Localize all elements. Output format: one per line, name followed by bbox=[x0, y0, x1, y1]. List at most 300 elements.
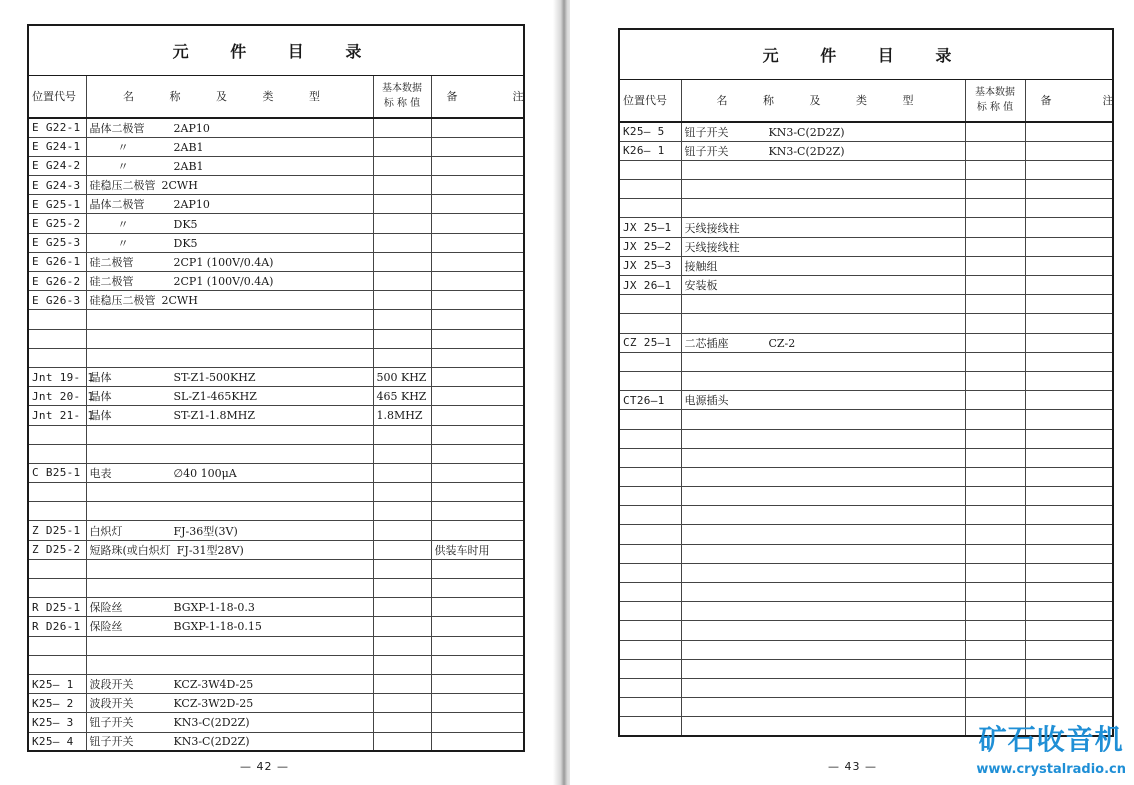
component-model: FJ-36型(3V) bbox=[173, 524, 238, 538]
note-cell bbox=[431, 233, 524, 252]
table-row bbox=[619, 506, 1113, 525]
basic-value-cell bbox=[965, 160, 1025, 179]
component-model: DK5 bbox=[173, 236, 198, 250]
table-row bbox=[28, 579, 524, 598]
basic-value-cell bbox=[373, 310, 431, 329]
name-type-cell bbox=[86, 636, 373, 655]
table-row bbox=[28, 310, 524, 329]
note-cell bbox=[1025, 621, 1113, 640]
position-code-cell bbox=[619, 602, 681, 621]
basic-value-cell bbox=[373, 598, 431, 617]
note-cell bbox=[431, 137, 524, 156]
note-cell bbox=[1025, 199, 1113, 218]
component-name: 波段开关 bbox=[89, 678, 134, 692]
basic-value-cell bbox=[373, 291, 431, 310]
component-name: 钮子开关 bbox=[684, 144, 729, 158]
note-cell bbox=[1025, 160, 1113, 179]
component-model: ∅40 100μA bbox=[173, 466, 237, 480]
table-row bbox=[28, 367, 524, 386]
basic-value-cell bbox=[965, 621, 1025, 640]
note-cell bbox=[431, 674, 524, 693]
position-code-cell bbox=[619, 525, 681, 544]
table-row bbox=[619, 544, 1113, 563]
table-row bbox=[28, 617, 524, 636]
name-type-cell bbox=[86, 579, 373, 598]
position-code-cell: K25— 2 bbox=[28, 694, 86, 713]
table-row bbox=[28, 233, 524, 252]
name-type-cell bbox=[86, 291, 373, 310]
table-row bbox=[619, 563, 1113, 582]
position-code-cell: K25— 5 bbox=[619, 122, 681, 141]
note-cell bbox=[1025, 333, 1113, 352]
basic-value-cell bbox=[965, 122, 1025, 141]
name-type-cell bbox=[681, 563, 965, 582]
position-code-cell: CT26—1 bbox=[619, 391, 681, 410]
position-code-cell bbox=[619, 678, 681, 697]
component-name: 天线接线柱 bbox=[684, 221, 740, 235]
position-code-cell: E G25-1 bbox=[28, 195, 86, 214]
basic-value-cell bbox=[373, 137, 431, 156]
note-cell bbox=[1025, 295, 1113, 314]
note-cell bbox=[1025, 410, 1113, 429]
name-type-cell bbox=[681, 659, 965, 678]
name-type-cell bbox=[86, 713, 373, 732]
basic-value-cell bbox=[373, 713, 431, 732]
basic-value-cell bbox=[373, 559, 431, 578]
position-code-cell bbox=[619, 544, 681, 563]
component-name: 〃 bbox=[117, 140, 129, 154]
name-type-cell bbox=[86, 655, 373, 674]
component-model: 2CWH bbox=[161, 294, 198, 308]
table-row bbox=[619, 640, 1113, 659]
table-row bbox=[619, 410, 1113, 429]
table-row bbox=[619, 698, 1113, 717]
table-title-row bbox=[619, 29, 1113, 79]
table-row bbox=[619, 160, 1113, 179]
table-row bbox=[28, 272, 524, 291]
basic-value-cell bbox=[373, 118, 431, 137]
header-name: 名 称 及 类 型 bbox=[86, 75, 373, 118]
note-cell bbox=[431, 406, 524, 425]
name-type-cell bbox=[681, 410, 965, 429]
component-model: ST-Z1-500KHZ bbox=[173, 371, 256, 385]
table-row bbox=[619, 180, 1113, 199]
note-cell bbox=[431, 579, 524, 598]
table-row bbox=[619, 256, 1113, 275]
position-code-cell: JX 26—1 bbox=[619, 276, 681, 295]
note-cell bbox=[1025, 429, 1113, 448]
component-name: 安装板 bbox=[684, 279, 718, 293]
component-name: 白炽灯 bbox=[89, 524, 123, 538]
position-code-cell: R D26-1 bbox=[28, 617, 86, 636]
note-cell bbox=[1025, 678, 1113, 697]
basic-value-cell bbox=[965, 314, 1025, 333]
name-type-cell bbox=[681, 256, 965, 275]
position-code-cell bbox=[28, 425, 86, 444]
name-type-cell bbox=[86, 137, 373, 156]
position-code-cell: Jnt 19- 1 bbox=[28, 367, 86, 386]
table-row bbox=[28, 732, 524, 751]
position-code-cell: R D25-1 bbox=[28, 598, 86, 617]
note-cell bbox=[431, 444, 524, 463]
position-code-cell bbox=[619, 487, 681, 506]
name-type-cell bbox=[86, 521, 373, 540]
note-cell bbox=[1025, 352, 1113, 371]
position-code-cell bbox=[28, 559, 86, 578]
table-row bbox=[28, 444, 524, 463]
note-cell bbox=[431, 502, 524, 521]
component-name: 〃 bbox=[117, 236, 129, 250]
position-code-cell bbox=[28, 579, 86, 598]
basic-value-cell bbox=[965, 256, 1025, 275]
component-name: 电表 bbox=[89, 466, 112, 480]
watermark-url: www.crystalradio.cn bbox=[976, 762, 1126, 777]
position-code-cell: K25— 3 bbox=[28, 713, 86, 732]
position-code-cell: JX 25—3 bbox=[619, 256, 681, 275]
position-code-cell bbox=[619, 717, 681, 736]
position-code-cell: CZ 25—1 bbox=[619, 333, 681, 352]
name-type-cell bbox=[681, 141, 965, 160]
note-cell bbox=[431, 348, 524, 367]
header-code: 位置代号 bbox=[28, 75, 86, 118]
basic-value-cell bbox=[373, 655, 431, 674]
table-row bbox=[619, 352, 1113, 371]
name-type-cell bbox=[86, 598, 373, 617]
position-code-cell bbox=[28, 502, 86, 521]
basic-value-cell bbox=[965, 698, 1025, 717]
component-model: SL-Z1-465KHZ bbox=[173, 390, 257, 404]
name-type-cell bbox=[681, 333, 965, 352]
name-type-cell bbox=[681, 371, 965, 390]
note-cell bbox=[431, 156, 524, 175]
right-page bbox=[570, 0, 1134, 785]
name-type-cell bbox=[86, 502, 373, 521]
note-cell bbox=[1025, 314, 1113, 333]
note-cell bbox=[1025, 698, 1113, 717]
left-page bbox=[0, 0, 558, 785]
component-name: 短路珠(或白炽灯 bbox=[89, 543, 171, 557]
header-note-b: 注 bbox=[1102, 94, 1114, 108]
table-row bbox=[28, 137, 524, 156]
table-body bbox=[619, 122, 1113, 736]
note-cell bbox=[431, 732, 524, 751]
note-cell bbox=[1025, 544, 1113, 563]
component-model: KCZ-3W2D-25 bbox=[173, 697, 254, 711]
basic-value-cell bbox=[373, 272, 431, 291]
note-cell bbox=[1025, 218, 1113, 237]
table-row bbox=[619, 391, 1113, 410]
table-header-row bbox=[619, 79, 1113, 122]
component-model: BGXP-1-18-0.3 bbox=[173, 601, 255, 615]
name-type-cell bbox=[681, 218, 965, 237]
position-code-cell bbox=[619, 371, 681, 390]
table-row bbox=[619, 525, 1113, 544]
note-cell bbox=[431, 559, 524, 578]
table-row bbox=[28, 674, 524, 693]
basic-value-cell bbox=[373, 329, 431, 348]
note-cell bbox=[431, 272, 524, 291]
component-name: 钮子开关 bbox=[89, 716, 134, 730]
name-type-cell bbox=[681, 678, 965, 697]
note-cell bbox=[1025, 659, 1113, 678]
name-type-cell bbox=[86, 444, 373, 463]
name-type-cell bbox=[681, 487, 965, 506]
basic-value-cell bbox=[965, 410, 1025, 429]
component-model: 2AP10 bbox=[173, 198, 210, 212]
note-cell bbox=[1025, 371, 1113, 390]
name-type-cell bbox=[681, 698, 965, 717]
basic-value-cell bbox=[965, 141, 1025, 160]
note-cell bbox=[431, 598, 524, 617]
position-code-cell bbox=[28, 483, 86, 502]
name-type-cell bbox=[681, 295, 965, 314]
basic-value-cell bbox=[965, 429, 1025, 448]
page-number: — 43 — bbox=[828, 760, 877, 773]
table-body bbox=[28, 118, 524, 751]
table-title-row bbox=[28, 25, 524, 75]
note-cell bbox=[1025, 237, 1113, 256]
position-code-cell bbox=[28, 348, 86, 367]
name-type-cell bbox=[681, 640, 965, 659]
name-type-cell bbox=[86, 348, 373, 367]
component-name: 接触组 bbox=[684, 259, 718, 273]
basic-value-cell bbox=[965, 487, 1025, 506]
component-model: 2AP10 bbox=[173, 121, 210, 135]
note-cell: 供装车时用 bbox=[431, 540, 524, 559]
table-row bbox=[619, 621, 1113, 640]
basic-value-cell bbox=[965, 602, 1025, 621]
basic-value-cell bbox=[965, 563, 1025, 582]
basic-value-cell bbox=[965, 371, 1025, 390]
name-type-cell bbox=[86, 310, 373, 329]
component-name: 钮子开关 bbox=[89, 735, 134, 749]
table-row bbox=[28, 156, 524, 175]
note-cell bbox=[431, 176, 524, 195]
component-model: ST-Z1-1.8MHZ bbox=[173, 409, 256, 423]
position-code-cell: E G25-2 bbox=[28, 214, 86, 233]
basic-value-cell bbox=[373, 502, 431, 521]
basic-value-cell bbox=[373, 694, 431, 713]
basic-value-cell bbox=[373, 195, 431, 214]
table-row bbox=[619, 122, 1113, 141]
table-row bbox=[28, 329, 524, 348]
position-code-cell: E G25-3 bbox=[28, 233, 86, 252]
component-name: 〃 bbox=[117, 159, 129, 173]
watermark-logo-text: 矿石收音机 bbox=[978, 723, 1124, 756]
component-model: CZ-2 bbox=[768, 336, 796, 350]
position-code-cell: E G26-1 bbox=[28, 252, 86, 271]
note-cell bbox=[1025, 391, 1113, 410]
component-name: 晶体 bbox=[89, 409, 112, 423]
name-type-cell bbox=[86, 732, 373, 751]
component-model: 2AB1 bbox=[173, 159, 204, 173]
name-type-cell bbox=[681, 583, 965, 602]
table-row bbox=[619, 295, 1113, 314]
note-cell bbox=[431, 425, 524, 444]
note-cell bbox=[1025, 276, 1113, 295]
basic-value-cell bbox=[965, 295, 1025, 314]
table-row bbox=[28, 694, 524, 713]
name-type-cell bbox=[681, 525, 965, 544]
position-code-cell: Z D25-2 bbox=[28, 540, 86, 559]
header-note-b: 注 bbox=[512, 90, 524, 104]
name-type-cell bbox=[681, 602, 965, 621]
basic-value-cell bbox=[373, 425, 431, 444]
table-row bbox=[619, 467, 1113, 486]
note-cell bbox=[431, 617, 524, 636]
note-cell bbox=[1025, 563, 1113, 582]
basic-value-cell bbox=[965, 544, 1025, 563]
note-cell bbox=[1025, 525, 1113, 544]
basic-value-cell: 465 KHZ bbox=[373, 387, 431, 406]
name-type-cell bbox=[681, 391, 965, 410]
table-row bbox=[619, 141, 1113, 160]
position-code-cell bbox=[619, 314, 681, 333]
basic-value-cell bbox=[373, 540, 431, 559]
table-row bbox=[28, 406, 524, 425]
basic-value-cell bbox=[965, 678, 1025, 697]
note-cell bbox=[1025, 448, 1113, 467]
header-note bbox=[431, 75, 524, 118]
note-cell bbox=[1025, 640, 1113, 659]
name-type-cell bbox=[681, 160, 965, 179]
note-cell bbox=[1025, 583, 1113, 602]
position-code-cell bbox=[619, 352, 681, 371]
basic-value-cell bbox=[373, 732, 431, 751]
name-type-cell bbox=[681, 506, 965, 525]
component-model: 2AB1 bbox=[173, 140, 204, 154]
basic-value-cell bbox=[965, 218, 1025, 237]
name-type-cell bbox=[86, 367, 373, 386]
component-model: KN3-C(2D2Z) bbox=[173, 735, 250, 749]
basic-value-cell bbox=[373, 674, 431, 693]
name-type-cell bbox=[681, 621, 965, 640]
table-row bbox=[28, 540, 524, 559]
name-type-cell bbox=[86, 617, 373, 636]
table-row bbox=[28, 559, 524, 578]
note-cell bbox=[431, 291, 524, 310]
position-code-cell bbox=[619, 506, 681, 525]
note-cell bbox=[431, 118, 524, 137]
name-type-cell bbox=[86, 540, 373, 559]
basic-value-cell bbox=[965, 180, 1025, 199]
note-cell bbox=[431, 367, 524, 386]
table-row bbox=[619, 583, 1113, 602]
name-type-cell bbox=[681, 122, 965, 141]
component-catalog-table bbox=[618, 28, 1114, 737]
name-type-cell bbox=[86, 329, 373, 348]
table-row bbox=[28, 252, 524, 271]
name-type-cell bbox=[86, 272, 373, 291]
component-model: 2CP1 (100V/0.4A) bbox=[173, 255, 274, 269]
note-cell bbox=[431, 521, 524, 540]
basic-value-cell bbox=[965, 506, 1025, 525]
table-row bbox=[28, 387, 524, 406]
basic-value-cell bbox=[373, 156, 431, 175]
basic-value-cell bbox=[373, 483, 431, 502]
note-cell bbox=[431, 387, 524, 406]
position-code-cell bbox=[619, 583, 681, 602]
position-code-cell bbox=[619, 410, 681, 429]
page-title: 元 件 目 录 bbox=[28, 25, 524, 75]
note-cell bbox=[1025, 467, 1113, 486]
table-row bbox=[28, 214, 524, 233]
name-type-cell bbox=[681, 448, 965, 467]
name-type-cell bbox=[86, 214, 373, 233]
name-type-cell bbox=[681, 276, 965, 295]
component-name: 硅二极管 bbox=[89, 275, 134, 289]
position-code-cell bbox=[28, 329, 86, 348]
basic-value-cell bbox=[373, 521, 431, 540]
note-cell bbox=[431, 694, 524, 713]
basic-value-cell bbox=[965, 391, 1025, 410]
basic-value-cell bbox=[373, 348, 431, 367]
basic-value-cell: 500 KHZ bbox=[373, 367, 431, 386]
header-name: 名 称 及 类 型 bbox=[681, 79, 965, 122]
site-watermark bbox=[976, 724, 1126, 777]
position-code-cell bbox=[619, 698, 681, 717]
component-model: KN3-C(2D2Z) bbox=[768, 125, 845, 139]
basic-value-cell bbox=[965, 276, 1025, 295]
basic-value-cell bbox=[373, 617, 431, 636]
basic-value-cell bbox=[965, 583, 1025, 602]
component-name: 晶体二极管 bbox=[89, 198, 145, 212]
header-note-a: 备 bbox=[446, 90, 458, 104]
table-header-row bbox=[28, 75, 524, 118]
table-row bbox=[28, 425, 524, 444]
position-code-cell bbox=[619, 180, 681, 199]
table-row bbox=[28, 176, 524, 195]
basic-value-cell bbox=[965, 333, 1025, 352]
position-code-cell bbox=[619, 199, 681, 218]
position-code-cell: E G22-1 bbox=[28, 118, 86, 137]
header-basic: 基本数据 标 称 值 bbox=[373, 75, 431, 118]
component-name: 〃 bbox=[117, 217, 129, 231]
component-name: 天线接线柱 bbox=[684, 240, 740, 254]
table-row bbox=[28, 118, 524, 137]
position-code-cell bbox=[28, 444, 86, 463]
name-type-cell bbox=[681, 467, 965, 486]
position-code-cell: Jnt 20- 1 bbox=[28, 387, 86, 406]
note-cell bbox=[431, 195, 524, 214]
header-code: 位置代号 bbox=[619, 79, 681, 122]
table-row bbox=[619, 448, 1113, 467]
table-row bbox=[28, 195, 524, 214]
name-type-cell bbox=[86, 694, 373, 713]
name-type-cell bbox=[86, 406, 373, 425]
basic-value-cell bbox=[373, 444, 431, 463]
name-type-cell bbox=[681, 429, 965, 448]
name-type-cell bbox=[681, 544, 965, 563]
note-cell bbox=[431, 329, 524, 348]
table-row bbox=[28, 463, 524, 482]
name-type-cell bbox=[86, 559, 373, 578]
name-type-cell bbox=[681, 180, 965, 199]
basic-value-cell bbox=[965, 467, 1025, 486]
component-model: 2CP1 (100V/0.4A) bbox=[173, 275, 274, 289]
basic-value-cell bbox=[965, 199, 1025, 218]
basic-value-cell bbox=[965, 525, 1025, 544]
name-type-cell bbox=[86, 483, 373, 502]
table-row bbox=[619, 487, 1113, 506]
name-type-cell bbox=[86, 118, 373, 137]
note-cell bbox=[431, 214, 524, 233]
component-model: KN3-C(2D2Z) bbox=[768, 144, 845, 158]
table-row bbox=[619, 429, 1113, 448]
basic-value-cell bbox=[373, 579, 431, 598]
note-cell bbox=[1025, 506, 1113, 525]
position-code-cell: E G24-3 bbox=[28, 176, 86, 195]
